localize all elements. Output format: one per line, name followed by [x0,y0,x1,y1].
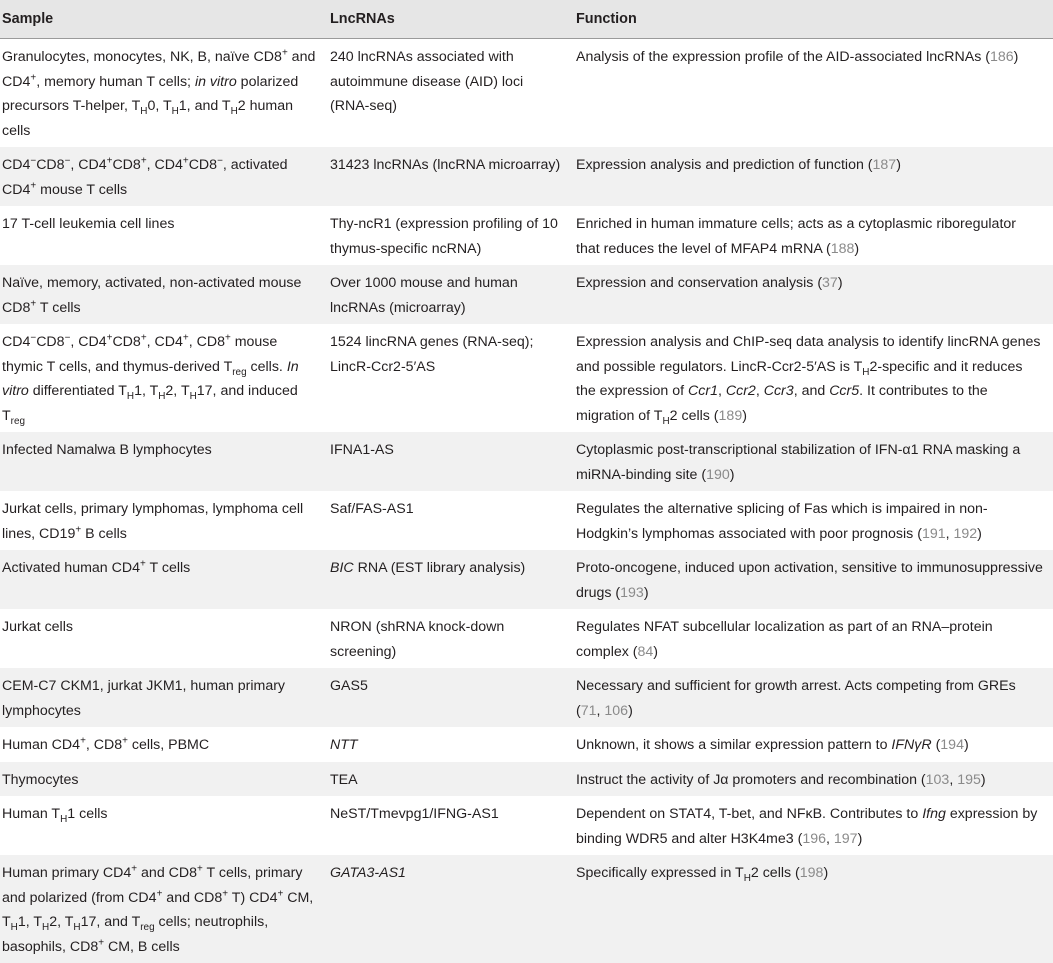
sample-cell: Thymocytes [0,762,330,797]
function-cell: Expression analysis and ChIP-seq data analysis to identify lincRNA genes and possible regulators. LincR-Ccr2-5′AS is $T_H2$-specific and it reduces the expression of Ccr1, Ccr2, Ccr3, and Ccr5. It contributes to the migration of $T_H2$ cells (189) [576,324,1053,432]
lncrna-cell: IFNA1-AS [330,432,576,491]
sample-cell: Infected Namalwa B lymphocytes [0,432,330,491]
function-cell: Proto-oncogene, induced upon activation, sensitive to immunosuppressive drugs (193) [576,550,1053,609]
table-row [0,762,1053,797]
lncrna-cell: Thy-ncR1 (expression profiling of 10 thymus-specific ncRNA) [330,206,576,265]
table-row [0,432,1053,491]
column-header-function: Function [576,0,1053,39]
function-cell: Cytoplasmic post-transcriptional stabilization of IFN-α1 RNA masking a miRNA-binding site (190) [576,432,1053,491]
sample-cell: Human $T_H1$ cells [0,796,330,855]
table-row [0,727,1053,762]
table-row [0,265,1053,324]
function-cell: Necessary and sufficient for growth arrest. Acts competing from GREs (71, 106) [576,668,1053,727]
table-row [0,855,1053,963]
function-cell: Analysis of the expression profile of the AID-associated lncRNAs (186) [576,39,1053,148]
lncrna-cell: NeST/Tmevpg1/IFNG-AS1 [330,796,576,855]
table-row [0,324,1053,432]
lncrna-cell: Saf/FAS-AS1 [330,491,576,550]
sample-cell: Human CD4+, CD8+ cells, PBMC [0,727,330,762]
header-row [0,0,1053,39]
sample-cell: Jurkat cells, primary lymphomas, lymphoma cell lines, CD19+ B cells [0,491,330,550]
function-cell: Enriched in human immature cells; acts as a cytoplasmic riboregulator that reduces the level of MFAP4 mRNA (188) [576,206,1053,265]
function-cell: Unknown, it shows a similar expression pattern to IFNγR (194) [576,727,1053,762]
table-row [0,668,1053,727]
sample-cell: CEM-C7 CKM1, jurkat JKM1, human primary lymphocytes [0,668,330,727]
function-cell: Expression and conservation analysis (37) [576,265,1053,324]
lncrna-cell: GAS5 [330,668,576,727]
table-header [0,0,1053,39]
function-cell: Specifically expressed in $T_H2$ cells (198) [576,855,1053,963]
function-cell: Expression analysis and prediction of function (187) [576,147,1053,206]
table-row [0,39,1053,148]
lncrna-cell: Over 1000 mouse and human lncRNAs (microarray) [330,265,576,324]
table-row [0,550,1053,609]
sample-cell: 17 T-cell leukemia cell lines [0,206,330,265]
sample-cell: Jurkat cells [0,609,330,668]
lncrna-cell: 1524 lincRNA genes (RNA-seq); LincR-Ccr2-5′AS [330,324,576,432]
column-header-sample: Sample [0,0,330,39]
lncrna-cell: 31423 lncRNAs (lncRNA microarray) [330,147,576,206]
column-header-lncrnas: LncRNAs [330,0,576,39]
function-cell: Regulates the alternative splicing of Fas which is impaired in non-Hodgkin’s lymphomas associated with poor prognosis (191, 192) [576,491,1053,550]
function-cell: Dependent on STAT4, T-bet, and NFκB. Contributes to Ifng expression by binding WDR5 and alter H3K4me3 (196, 197) [576,796,1053,855]
sample-cell: CD4−CD8−, CD4+CD8+, CD4+CD8−, activated CD4+ mouse T cells [0,147,330,206]
function-cell: Instruct the activity of Jα promoters and recombination (103, 195) [576,762,1053,797]
table-row [0,206,1053,265]
table-row [0,796,1053,855]
sample-cell: Activated human CD4+ T cells [0,550,330,609]
lncrna-cell: NTT [330,727,576,762]
lncrna-cell: NRON (shRNA knock-down screening) [330,609,576,668]
sample-cell: Human primary CD4+ and CD8+ T cells, primary and polarized (from CD4+ and CD8+ T) CD4+ CM, $T_H1$, $T_H2$, $T_H17$, and $T_{reg}$ cells; neutrophils, basophils, CD8+ CM, B cells [0,855,330,963]
lncrna-cell: GATA3-AS1 [330,855,576,963]
lncrna-cell: 240 lncRNAs associated with autoimmune disease (AID) loci (RNA-seq) [330,39,576,148]
lncrna-cell: BIC RNA (EST library analysis) [330,550,576,609]
lncrna-cell: TEA [330,762,576,797]
sample-cell: Naïve, memory, activated, non-activated mouse CD8+ T cells [0,265,330,324]
sample-cell: Granulocytes, monocytes, NK, B, naïve CD8+ and CD4+, memory human T cells; in vitro polarized precursors T-helper, $T_H0$, $T_H1$, and $T_H2$ human cells [0,39,330,148]
table-row [0,609,1053,668]
function-cell: Regulates NFAT subcellular localization as part of an RNA–protein complex (84) [576,609,1053,668]
sample-cell: CD4−CD8−, CD4+CD8+, CD4+, CD8+ mouse thymic T cells, and thymus-derived $T_{reg}$ cells. In vitro differentiated $T_H1$, $T_H2$, $T_H17$, and induced $T_{reg}$ [0,324,330,432]
table-row [0,491,1053,550]
table-body [0,39,1053,963]
table-row [0,147,1053,206]
